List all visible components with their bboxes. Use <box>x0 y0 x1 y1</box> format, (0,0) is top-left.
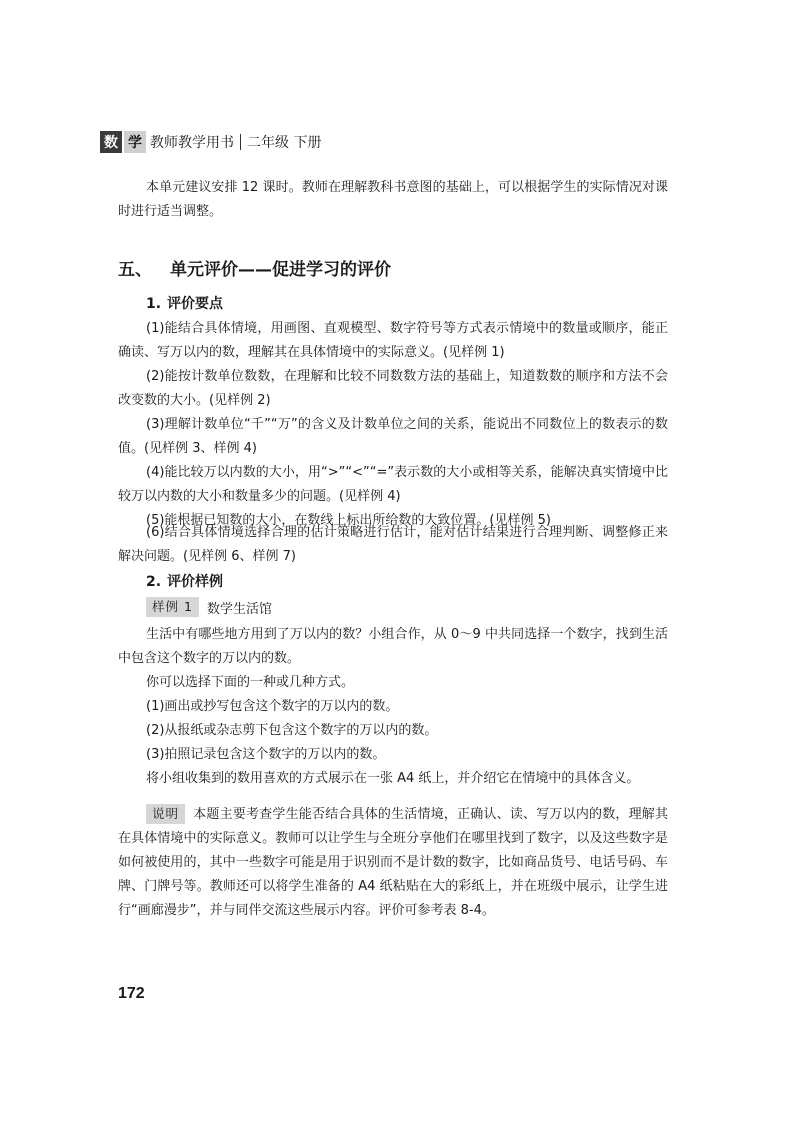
sample-option-1: (1)画出或抄写包含这个数字的万以内的数。 <box>146 699 399 714</box>
sample-prompt: 生活中有哪些地方用到了万以内的数？小组合作，从 0～9 中共同选择一个数字，找到生活中包含这个数字的万以内的数。 <box>118 627 668 666</box>
subsection-number: 1. <box>146 296 162 312</box>
evaluation-point-6: (6)结合具体情境选择合理的估计策略进行估计，能对估计结果进行合理判断、调整修正来解决问题。(见样例 6、样例 7) <box>118 525 668 564</box>
sample-option-2: (2)从报纸或杂志剪下包含这个数字的万以内的数。 <box>146 723 438 738</box>
intro-paragraph: 本单元建议安排 12 课时。教师在理解教科书意图的基础上，可以根据学生的实际情况对课时进行适当调整。 <box>118 180 668 219</box>
sample-tag: 样例 1 <box>146 597 199 617</box>
book-subtitle: 教师教学用书 <box>150 135 234 151</box>
evaluation-point-3: (3)理解计数单位“千”“万”的含义及计数单位之间的关系，能说出不同数位上的数表示的数值。(见样例 3、样例 4) <box>118 417 668 456</box>
sample-note <box>118 803 668 923</box>
sample-1-heading <box>146 597 272 617</box>
sample-closing: 将小组收集到的数用喜欢的方式展示在一张 A4 纸上，并介绍它在情境中的具体含义。 <box>146 771 640 786</box>
header-divider <box>240 134 241 150</box>
section-title: 单元评价——促进学习的评价 <box>170 260 391 280</box>
evaluation-point-1: (1)能结合具体情境，用画图、直观模型、数字符号等方式表示情境中的数量或顺序，能正确读、写万以内的数，理解其在具体情境中的实际意义。(见样例 1) <box>118 321 668 360</box>
subsection-heading-samples <box>146 571 223 591</box>
sample-title: 数学生活馆 <box>206 601 272 617</box>
section-heading <box>118 255 391 280</box>
sample-choose-text: 你可以选择下面的一种或几种方式。 <box>146 675 355 690</box>
page-number: 172 <box>118 985 145 1002</box>
running-header <box>100 131 321 153</box>
evaluation-point-5: (5)能根据已知数的大小，在数线上标出所给数的大致位置。(见样例 5) <box>146 513 551 528</box>
evaluation-point-2: (2)能按计数单位数数，在理解和比较不同数数方法的基础上，知道数数的顺序和方法不会改变数的大小。(见样例 2) <box>118 369 668 408</box>
grade-label: 二年级 下册 <box>247 135 322 151</box>
note-text: 本题主要考查学生能否结合具体的生活情境，正确认、读、写万以内的数，理解其在具体情境中的实际意义。教师可以让学生与全班分享他们在哪里找到了数字，以及这些数字是如何被使用的，其中一些数字可能是用于识别而不是计数的数字，比如商品货号、电话号码、车牌、门牌号等。教师还可以将学生准备的 A4 纸粘贴在大的彩纸上，并在班级中展示，让学生进行“画廊漫步”，并与同伴交流这些展示内容。评价可参考表 8-4。 <box>118 807 668 918</box>
subsection-title: 评价样例 <box>167 574 224 590</box>
note-tag: 说明 <box>146 804 185 824</box>
subsection-title: 评价要点 <box>167 296 224 312</box>
subsection-heading-key-points <box>146 293 223 313</box>
subsection-number: 2. <box>146 574 162 590</box>
evaluation-point-4: (4)能比较万以内数的大小，用“>”“<”“=”表示数的大小或相等关系，能解决真实情境中比较万以内数的大小和数量多少的问题。(见样例 4) <box>118 465 668 504</box>
logo-char-shu: 数 <box>100 131 122 153</box>
section-number: 五、 <box>118 260 152 280</box>
sample-option-3: (3)拍照记录包含这个数字的万以内的数。 <box>146 747 386 762</box>
logo-char-xue: 学 <box>124 131 146 153</box>
